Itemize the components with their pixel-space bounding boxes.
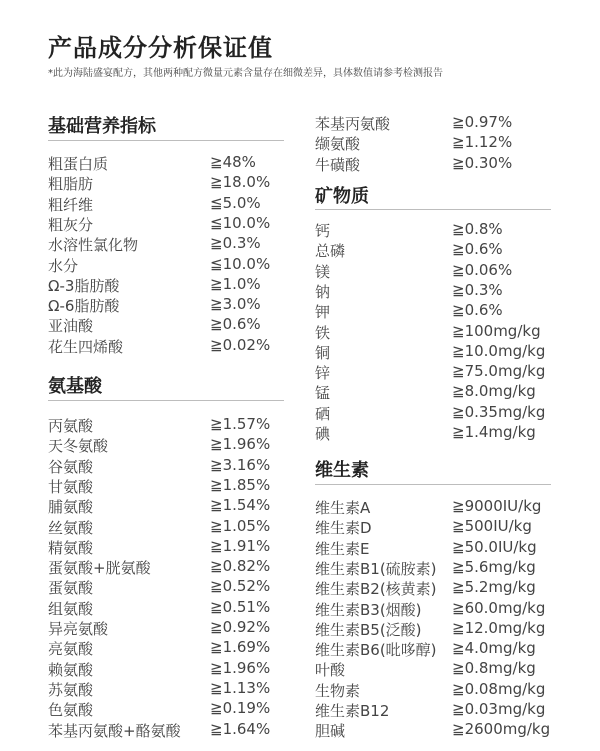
nutrient-value: ≧0.3% [452,280,503,299]
nutrient-value: ≧2600mg/kg [452,720,551,739]
nutrient-row [48,456,288,476]
nutrient-row [48,699,288,719]
section-title: 氨基酸 [48,376,102,397]
nutrient-value: ≧0.8% [452,220,503,238]
nutrient-row [48,435,288,455]
nutrient-row [315,322,555,342]
nutrient-value: ≧10.0mg/kg [452,341,546,360]
section-title: 维生素 [315,460,369,481]
nutrient-name: 苯基丙氨酸+酪氨酸 [48,721,181,740]
nutrient-value: ≧0.02% [210,335,271,354]
nutrient-name: 维生素E [315,539,370,558]
nutrient-value: ≧1.96% [210,658,271,677]
nutrient-row [315,558,555,578]
nutrient-value: ≧0.6% [210,315,261,334]
nutrient-row [48,720,288,740]
nutrient-name: 生物素 [315,681,361,700]
nutrient-name: 异亮氨酸 [48,620,109,638]
nutrient-row [315,538,555,558]
nutrient-value: ≦10.0% [210,213,271,232]
nutrient-row [315,220,555,240]
nutrient-value: ≧3.0% [210,295,261,314]
nutrient-name: 蛋氨酸+胱氨酸 [48,559,151,578]
nutrient-value: ≧50.0IU/kg [452,537,537,556]
nutrient-name: 缬氨酸 [315,135,361,154]
nutrient-value: ≧0.97% [452,113,513,131]
nutrient-row [315,113,555,133]
section-divider [48,140,284,141]
nutrient-name: 天冬氨酸 [48,437,109,456]
nutrient-name: 碘 [315,425,331,443]
nutrient-row [48,214,288,234]
nutrient-name: 维生素B5(泛酸) [315,620,422,639]
nutrient-value: ≧0.52% [210,577,271,596]
nutrient-name: 苏氨酸 [48,680,94,699]
nutrient-name: 甘氨酸 [48,477,94,496]
formula-note: *此为海陆盛宴配方，其他两种配方微量元素含量存在细微差异，具体数值请参考检测报告 [48,68,443,79]
nutrient-name: 水溶性氯化物 [48,236,139,255]
nutrient-value: ≧5.6mg/kg [452,557,536,576]
nutrient-value: ≧60.0mg/kg [452,598,546,617]
nutrient-name: 胆碱 [315,722,346,741]
nutrient-name: 谷氨酸 [48,457,94,476]
nutrient-value: ≧0.6% [452,301,503,320]
nutrient-name: 锌 [315,364,331,383]
nutrient-value: ≧1.85% [210,475,271,494]
nutrient-name: 苯基丙氨酸 [315,115,391,133]
nutrient-name: 维生素B12 [315,702,390,720]
nutrient-name: Ω-6脂肪酸 [48,297,120,316]
nutrient-name: 赖氨酸 [48,660,94,679]
nutrient-name: 亚油酸 [48,317,94,336]
nutrient-row [48,537,288,557]
nutrient-value: ≧0.06% [452,260,513,279]
section-title: 基础营养指标 [48,116,156,137]
nutrient-value: ≧1.54% [210,496,271,515]
section-divider [48,400,284,401]
nutrient-row [48,275,288,295]
nutrient-name: 钠 [315,282,331,301]
nutrient-row [315,680,555,700]
nutrient-row [48,517,288,537]
nutrient-name: 花生四烯酸 [48,337,124,356]
nutrient-row [315,720,555,740]
nutrient-value: ≧1.69% [210,638,271,657]
nutrient-row [315,517,555,537]
nutrient-value: ≧100mg/kg [452,321,541,340]
nutrient-value: ≧75.0mg/kg [452,362,546,381]
nutrient-row [315,281,555,301]
nutrient-value: ≦10.0% [210,254,271,273]
nutrient-name: 蛋氨酸 [48,579,94,598]
nutrient-row [315,497,555,517]
nutrient-value: ≧18.0% [210,173,271,192]
nutrient-row [48,598,288,618]
nutrient-row [315,362,555,382]
nutrient-value: ≧0.92% [210,618,271,636]
nutrient-name: 丙氨酸 [48,417,94,435]
nutrient-row [48,153,288,173]
nutrient-row [315,261,555,281]
nutrient-row [48,638,288,658]
nutrient-name: 维生素D [315,519,372,538]
nutrient-row [315,599,555,619]
nutrient-value: ≧0.6% [452,240,503,259]
nutrient-name: 维生素B6(吡哆醇) [315,641,437,660]
nutrient-value: ≧0.3% [210,234,261,253]
nutrient-row [48,557,288,577]
nutrient-row [315,301,555,321]
nutrient-name: 维生素B2(核黄素) [315,580,437,599]
nutrient-row [315,700,555,720]
nutrient-value: ≧3.16% [210,455,271,474]
nutrient-name: 色氨酸 [48,701,94,720]
nutrient-name: 维生素A [315,499,371,517]
nutrient-value: ≧1.4mg/kg [452,423,536,441]
nutrient-value: ≧1.57% [210,415,271,433]
nutrient-name: 精氨酸 [48,538,94,557]
nutrient-name: 钙 [315,222,331,240]
nutrient-name: 铜 [315,343,331,362]
nutrient-name: 叶酸 [315,661,346,680]
nutrient-row [315,342,555,362]
nutrient-value: ≧500IU/kg [452,517,532,536]
nutrient-name: 粗纤维 [48,195,94,214]
nutrient-value: ≧0.08mg/kg [452,679,546,698]
nutrient-row [48,415,288,435]
nutrient-row [48,194,288,214]
nutrient-name: 丝氨酸 [48,518,94,537]
nutrient-value: ≧1.0% [210,274,261,293]
nutrient-value: ≧1.13% [210,678,271,697]
nutrient-name: 镁 [315,262,331,281]
nutrient-value: ≧0.8mg/kg [452,659,536,678]
nutrient-value: ≧8.0mg/kg [452,382,536,401]
nutrient-row [48,315,288,335]
nutrient-value: ≧0.35mg/kg [452,402,546,421]
nutrient-name: 锰 [315,384,331,403]
nutrient-value: ≧0.82% [210,557,271,576]
nutrient-name: 粗灰分 [48,215,94,234]
nutrient-name: 牛磺酸 [315,155,361,174]
nutrient-value: ≧12.0mg/kg [452,618,546,637]
nutrient-row [315,578,555,598]
nutrient-row [48,295,288,315]
nutrient-value: ≧1.05% [210,516,271,535]
nutrient-name: Ω-3脂肪酸 [48,276,120,295]
nutrient-name: 组氨酸 [48,599,94,618]
nutrient-name: 维生素B3(烟酸) [315,600,422,619]
nutrient-row [315,423,555,443]
nutrient-value: ≧4.0mg/kg [452,639,536,658]
nutrient-value: ≧9000IU/kg [452,497,542,515]
nutrient-value: ≧5.2mg/kg [452,578,536,597]
nutrient-row [315,619,555,639]
nutrient-value: ≦5.0% [210,193,261,212]
section-divider [315,484,551,485]
nutrient-name: 总磷 [315,242,346,261]
section-divider [315,209,551,210]
nutrient-name: 脯氨酸 [48,498,94,517]
nutrient-name: 钾 [315,303,331,322]
nutrient-row [48,173,288,193]
nutrient-row [48,234,288,254]
nutrient-row [48,496,288,516]
nutrient-row [315,382,555,402]
nutrient-name: 铁 [315,323,331,342]
nutrient-value: ≧1.96% [210,435,271,454]
nutrient-value: ≧0.51% [210,597,271,616]
nutrient-value: ≧1.12% [452,133,513,152]
nutrient-row [315,240,555,260]
nutrient-row [315,133,555,153]
nutrient-value: ≧48% [210,153,256,171]
nutrient-value: ≧0.19% [210,699,271,718]
nutrient-row [315,403,555,423]
nutrient-row [48,659,288,679]
nutrient-row [48,679,288,699]
nutrient-name: 亮氨酸 [48,640,94,659]
nutrient-row [315,639,555,659]
nutrient-value: ≧1.64% [210,719,271,738]
nutrient-value: ≧0.30% [452,153,513,172]
page-title: 产品成分分析保证值 [48,34,273,62]
nutrient-name: 维生素B1(硫胺素) [315,559,437,578]
nutrient-row [315,154,555,174]
nutrient-value: ≧1.91% [210,536,271,555]
nutrient-name: 水分 [48,256,79,275]
section-title: 矿物质 [315,186,369,207]
nutrient-name: 硒 [315,404,331,423]
nutrient-row [315,659,555,679]
nutrient-row [48,255,288,275]
nutrient-value: ≧0.03mg/kg [452,700,546,718]
nutrient-row [48,476,288,496]
nutrient-name: 粗蛋白质 [48,155,109,173]
nutrient-row [48,577,288,597]
nutrient-row [48,618,288,638]
nutrient-row [48,336,288,356]
nutrient-name: 粗脂肪 [48,175,94,194]
